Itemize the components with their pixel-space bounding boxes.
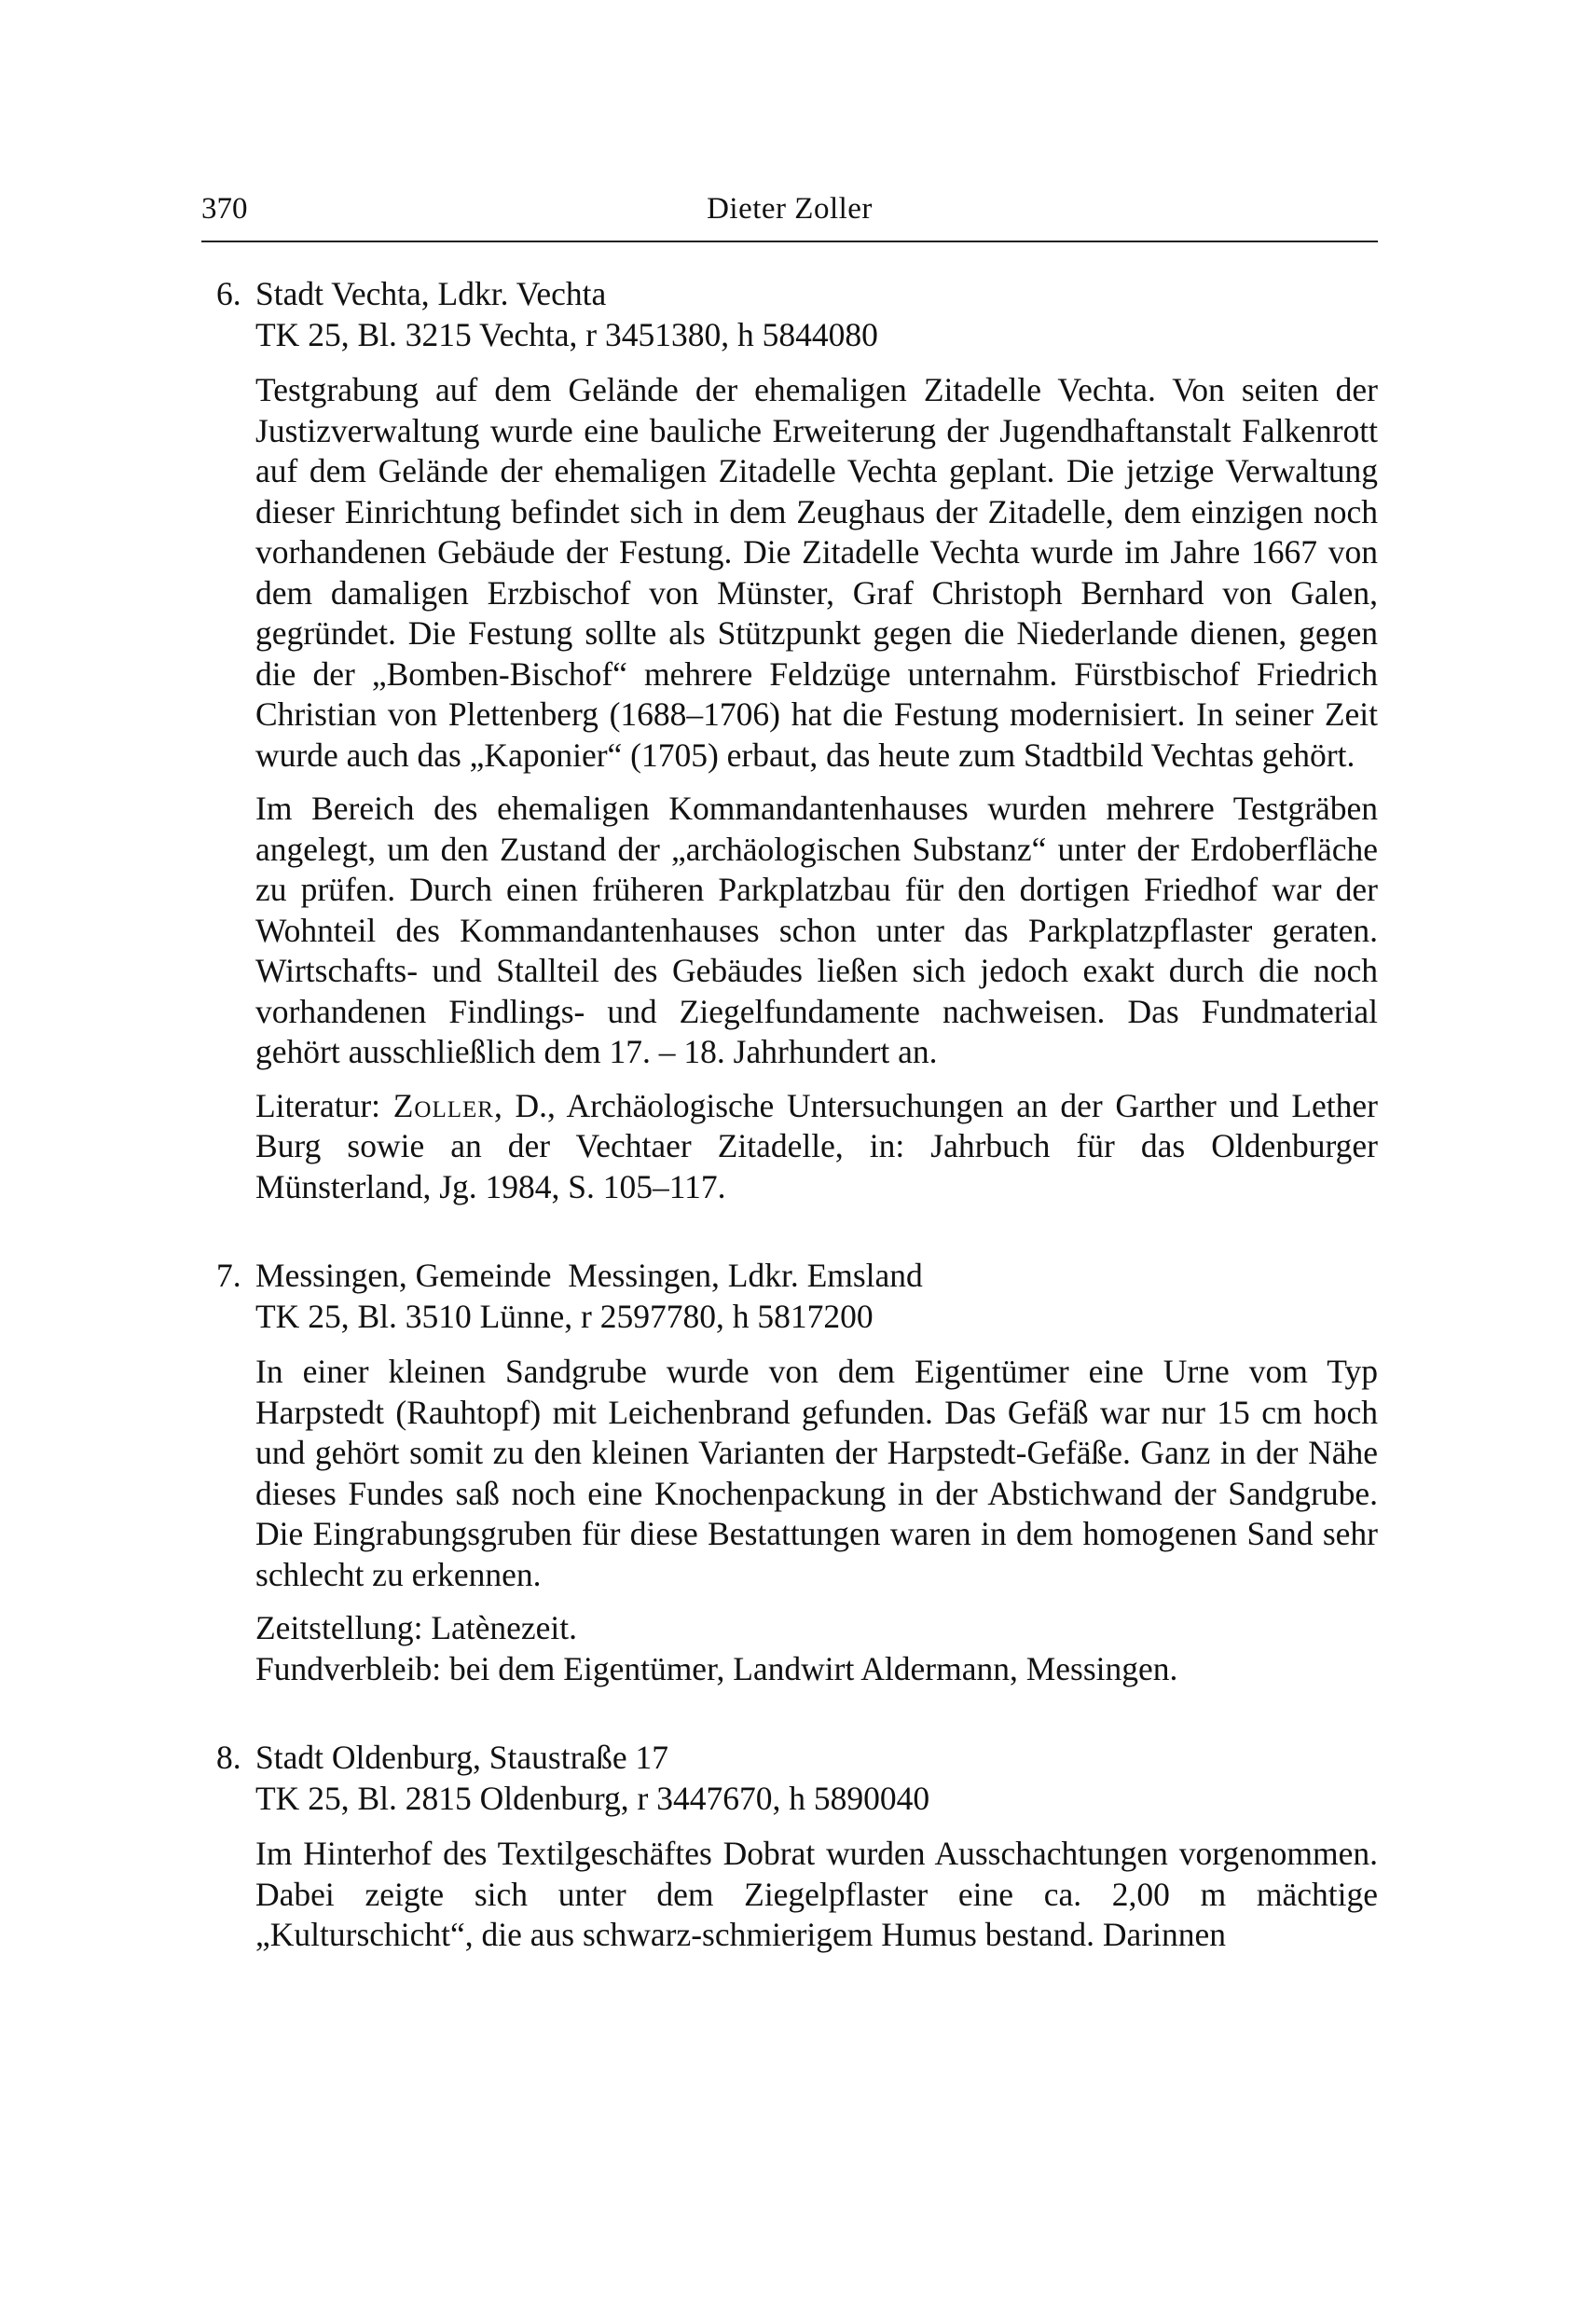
literature-citation: , D., Archäologische Untersuchungen an der Garther und Lether Burg sowie an der Vechtaer Zitadelle, in: Jahrbuch für das Oldenburger Münsterland, Jg. 1984, S. 105–117. <box>255 1086 1378 1205</box>
entry-title: Messingen, Gemeinde Messingen, Ldkr. Emsland <box>255 1257 923 1294</box>
dating-note: Zeitstellung: Latènezeit. <box>255 1609 577 1646</box>
entry-coordinates: TK 25, Bl. 3510 Lünne, r 2597780, h 5817200 <box>255 1297 874 1335</box>
entry-paragraph: Testgrabung auf dem Gelände der ehemaligen Zitadelle Vechta. Von seiten der Justizverwaltung wurde eine bauliche Erweiterung der Jugendhaftanstalt Falkenrott auf dem Gelände der ehemaligen Zitadelle Vechta geplant. Die jetzige Verwaltung dieser Einrichtung befindet sich in dem Zeughaus der Zitadelle, dem einzigen noch vorhandenen Gebäude der Festung. Die Zitadelle Vechta wurde im Jahre 1667 von dem damaligen Erzbischof von Münster, Graf Christoph Bernhard von Galen, gegründet. Die Festung sollte als Stützpunkt gegen die Niederlande dienen, gegen die der „Bomben-Bischof“ mehrere Feldzüge unternahm. Fürstbischof Friedrich Christian von Plettenberg (1688–1706) hat die Festung modernisiert. In seiner Zeit wurde auch das „Kaponier“ (1705) erbaut, das heute zum Stadtbild Vechtas gehört. <box>255 371 1378 774</box>
site-entry <box>216 1738 1378 1956</box>
entry-title: Stadt Vechta, Ldkr. Vechta <box>255 275 607 312</box>
find-location-note: Fundverbleib: bei dem Eigentümer, Landwirt Aldermann, Messingen. <box>255 1649 1178 1687</box>
site-entry <box>216 274 1378 1207</box>
entry-heading <box>216 274 1378 315</box>
running-head: Dieter Zoller <box>707 192 873 226</box>
literature-reference <box>255 1086 1378 1208</box>
entry-paragraph: Im Bereich des ehemaligen Kommandantenhauses wurden mehrere Testgräben angelegt, um den Zustand der „archäologischen Substanz“ unter der Erdoberfläche zu prüfen. Durch einen früheren Parkplatzbau für den dortigen Friedhof war der Wohnteil des Kommandantenhauses schon unter das Parkplatzpflaster geraten. Wirtschafts- und Stallteil des Gebäudes ließen sich jedoch exakt durch die noch vorhandenen Findlings- und Ziegelfundamente nachweisen. Das Fundmaterial gehört ausschließlich dem 17. – 18. Jahrhundert an. <box>255 790 1378 1070</box>
entry-heading <box>216 1256 1378 1297</box>
site-entry <box>216 1256 1378 1689</box>
entry-coordinates: TK 25, Bl. 3215 Vechta, r 3451380, h 5844080 <box>255 315 878 353</box>
entry-coordinates: TK 25, Bl. 2815 Oldenburg, r 3447670, h 5890040 <box>255 1779 930 1817</box>
header-rule <box>201 241 1378 242</box>
entry-title: Stadt Oldenburg, Staustraße 17 <box>255 1739 669 1776</box>
entry-heading <box>216 1738 1378 1779</box>
page-body <box>216 274 1378 2004</box>
entry-number: 7. <box>216 1257 241 1294</box>
literature-author: Zoller <box>392 1086 494 1124</box>
entry-paragraph: Im Hinterhof des Textilgeschäftes Dobrat wurden Ausschachtungen vorgenommen. Dabei zeigte sich unter dem Ziegelpflaster eine ca. 2,00 m mächtige „Kulturschicht“, die aus schwarz-schmierigem Humus bestand. Darinnen <box>255 1835 1378 1953</box>
entry-number: 8. <box>216 1739 241 1776</box>
entry-number: 6. <box>216 275 241 312</box>
entry-paragraph: In einer kleinen Sandgrube wurde von dem Eigentümer eine Urne vom Typ Harpstedt (Rauhtopf) mit Leichenbrand gefunden. Das Gefäß war nur 15 cm hoch und gehört somit zu den kleinen Varianten der Harpstedt-Gefäße. Ganz in der Nähe dieses Fundes saß noch eine Knochenpackung in der Abstichwand der Sandgrube. Die Eingrabungsgruben für diese Bestattungen waren in dem homogenen Sand sehr schlecht zu erkennen. <box>255 1353 1378 1593</box>
literature-prefix: Literatur: <box>255 1086 393 1124</box>
page-number: 370 <box>201 192 248 226</box>
